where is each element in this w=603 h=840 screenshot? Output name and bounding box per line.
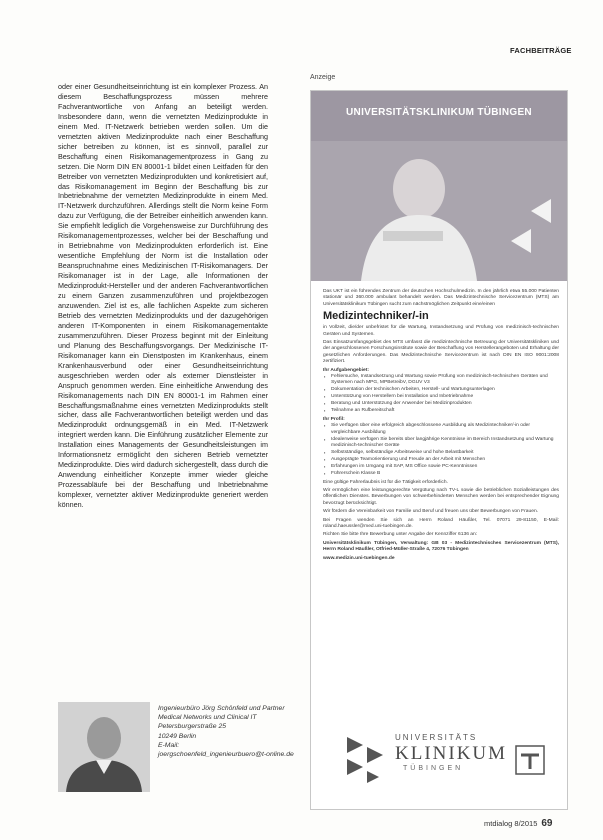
ad-profile-item: ▪ Sie verfügen über eine erfolgreich abgeschlossene Ausbildung als Medizintechniker/-in oder vergleichbare Ausbildung bbox=[331, 423, 559, 436]
ad-tasks-heading: Ihr Aufgabengebiet: bbox=[323, 367, 370, 373]
uk-logo-icon bbox=[343, 733, 387, 783]
ad-banner bbox=[311, 91, 567, 281]
ad-profile-item: ▪ Ausgeprägte Teamorientierung und Freude an der Arbeit mit Menschen bbox=[331, 457, 559, 463]
ad-tasks-list bbox=[323, 374, 559, 415]
ad-profile-heading: Ihr Profil: bbox=[323, 416, 345, 422]
ad-address: Universitätsklinikum Tübingen, Verwaltung: GB 03 - Medizintechnisches Servicezentrum (MTS), Herrn Roland Häußler, Otfried-Müller-Straße 4, 72076 Tübingen bbox=[323, 540, 559, 553]
author-info bbox=[158, 704, 294, 759]
ad-paragraph: Eine gültige Fahrerlaubnis ist für die Tätigkeit erforderlich. bbox=[323, 479, 448, 485]
ad-task-item: ▪ Teilnahme an Rufbereitschaft bbox=[331, 408, 559, 414]
ad-profile-item: ▪ Idealerweise verfügen Sie bereits über langjährige Kenntnisse im Bereich Instandsetzung und Wartung medizinisch-technischer Geräte bbox=[331, 437, 559, 450]
ad-label: Anzeige bbox=[310, 74, 336, 81]
ad-website-link[interactable]: www.medizin.uni-tuebingen.de bbox=[323, 555, 395, 561]
page-footer bbox=[484, 818, 553, 829]
article-paragraph: oder einer Gesundheitseinrichtung ist ein komplexer Prozess. An diesem Beschaffungsprozess müssen mehrere Fachverantwortliche von Anfang an beteiligt werden. Insbesondere dann, wenn die vernetzten Medizinprodukte in einem Med. IT-Netzwerk betrieben werden sollen. Um die vernetzten aktiven Medizinprodukte nach einer Beschaffung sicher betreiben zu können, ist es sinnvoll, parallel zur Beschaffung einen Risikomanagementprozess in Gang zu setzen. Die Norm DIN EN 80001-1 bildet einen Leitfaden für den Betreiber von vernetzten Medizinprodukten und konkretisiert auf, das Risikomanagement im Beginn der Beschaffung bis zur Inbetriebnahme der vernetzten Medizinprodukte in einem Med. IT-Netzwerk durchzuführen. Allerdings stellt die Norm keine Form dazu zur Verfügung, die der Betreiber einheitlich anwenden kann. Sie empfiehlt lediglich die Vorgehensweise zur Durchführung des Risikomanagementprozesses, welcher bei der Beschaffung und in Betriebnahme von Medizinprodukten erforderlich ist. Eine wesentliche Empfehlung der Norm ist die Installation oder Beanspruchnahme eines Medizinischen IT-Risikomanagers. Der Risikomanager ist in der Lage, alle Informationen der Medizinprodukt-Hersteller und der anderen Fachverantwortlichen zu einem Ganzen zusammenzuführen und projektbezogen anzuwenden. Ziel ist es, alle fachlichen Aspekte zum sicheren Betrieb des vernetzten Medizinprodukts und der dazugehörigen anderen IT-Komponenten in einem Risikomanagementakte zusammenzuführen. Dieser Prozess beginnt mit der Einleitung und Planung des Beschaffungsvorgangs. Der Medizinische IT-Risikomanager kann ein Dienstposten im Krankenhaus, einem Krankenhausverbund oder einer Gesundheitseinrichtung ausgeschrieben werden oder als externer Dienstleister in Anspruch genommen werden. Eine einheitliche Anwendung des Risikomanagements nach DIN EN 80001-1 im Rahmen einer Beschaffungsmaßnahme eines vernetzten Medizinprodukts stellt sicher, dass alle Fachverantwortlichen beteiligt werden und das Medizinprodukt ordnungsgemäß in ein Med. IT-Netzwerk integriert werden kann. Die Einführung zusätzlicher Elemente zur Installation eines Managements der Gesundheitsleistungen im Informationsnetz ermöglicht den sicheren Betrieb vernetzter Medizinprodukte. Dies wird dadurch sichergestellt, dass durch die Anwendung einheitlicher Konzepte immer wieder gleiche Prozessabläufe bei der Beschaffung und Inbetriebnahme komplexer, vernetzter aktiver Medizinprodukte generiert werden können. bbox=[58, 82, 268, 510]
ad-paragraph: Wir ermöglichen eine leistungsgerechte Vergütung nach TV-L sowie die betrieblichen Sozialleistungen des öffentlichen Dienstes. Bewerbungen von schwerbehinderten Menschen werden bei entsprechender Eignung bevorzugt berücksichtigt. bbox=[323, 487, 559, 506]
page-number: 69 bbox=[541, 818, 553, 829]
ad-banner-title: UNIVERSITÄTSKLINIKUM TÜBINGEN bbox=[346, 107, 532, 118]
ad-subtitle: in Vollzeit, die/der unbefristet für die Wartung, Instandsetzung und Prüfung von medizinisch-technischen Geräten und Systemen. bbox=[323, 325, 559, 337]
author-name: Ingenieurbüro Jörg Schönfeld und Partner bbox=[158, 705, 285, 712]
ad-task-item: ▪ Dokumentation der technischen Arbeiten, Herstell- und Wartungsunterlagen bbox=[331, 387, 559, 393]
ad-contact: Bei Fragen wenden Sie sich an Herrn Roland Häußler, Tel. 07071 29-81150, E-Mail: roland.haeussler@med.uni-tuebingen.de. bbox=[323, 517, 559, 529]
certification-seal-icon bbox=[515, 745, 545, 775]
uk-tuebingen-logo bbox=[343, 731, 543, 791]
logo-line-1: UNIVERSITÄTS bbox=[395, 733, 478, 742]
issue-label: mtdialog 8/2015 bbox=[484, 819, 538, 828]
author-box bbox=[58, 702, 318, 792]
ad-description: Das Einsatzumfangsgebiet des MTS umfasst die medizintechnische Betreuung der Universitätskliniken und der angeschlossenen Forschungsinstitute sowie der Beschaffung von Herstellerangeboten und Erhaltung der gesetzlichen Anforderungen. Das Medizintechnische Servicezentrum ist nach DIN EN ISO 9001:2008 zertifiziert. bbox=[323, 340, 559, 365]
ad-profile-item: ▪ Erfahrungen im Umgang mit SAP, MS Office sowie PC-Kenntnissen bbox=[331, 464, 559, 470]
logo-line-2: KLINIKUM bbox=[395, 743, 508, 764]
ad-apply: Richten Sie bitte Ihre Bewerbung unter Angabe der Kennziffer 6136 an: bbox=[323, 532, 478, 538]
ad-task-item: ▪ Fehlersuche, Instandsetzung und Wartung sowie Prüfung von medizinisch-technischen Geräten und Systemen nach MPG, MPBetreibV, DGUV V3 bbox=[331, 374, 559, 387]
author-email-label: E-Mail: bbox=[158, 741, 180, 749]
ad-position-title: Medizintechniker/-in bbox=[323, 310, 429, 323]
ad-paragraph: Wir fördern die Vereinbarkeit von Familie und Beruf und freuen uns über Bewerbungen von Frauen. bbox=[323, 509, 539, 515]
author-street: Petersburgerstraße 25 bbox=[158, 723, 227, 731]
section-tag: FACHBEITRÄGE bbox=[510, 46, 572, 55]
job-advertisement bbox=[310, 90, 568, 810]
ad-profile-item: ▪ Führerschein Klasse B bbox=[331, 471, 559, 477]
ad-task-item: ▪ Unterstützung von Herstellern bei Installation und Inbetriebnahme bbox=[331, 394, 559, 400]
ad-profile-item: ▪ Selbstständige, selbständige Arbeitsweise und hohe Belastbarkeit bbox=[331, 450, 559, 456]
ad-intro: Das UKT ist ein führendes Zentrum der deutschen Hochschulmedizin. In den jährlich etwa 55.000 Patienten stationär und 360.000 ambulant behandelt werden. Das Medizintechnische Servicezentrum (MTS) am Universitätsklinikum Tübingen sucht zum nächstmöglichen Zeitpunkt eine/einen bbox=[323, 289, 559, 307]
ad-profile-list bbox=[323, 423, 559, 477]
article-column bbox=[58, 82, 268, 510]
ad-body bbox=[323, 289, 559, 562]
author-email: joergschoenfeld_ingenieurbuero@t-online.de bbox=[158, 751, 294, 759]
ad-task-item: ▪ Beratung und Unterstützung der Anwender bei Medizinprodukten bbox=[331, 401, 559, 407]
author-firm: Medical Networks und Clinical IT bbox=[158, 714, 257, 722]
author-photo bbox=[58, 702, 150, 792]
logo-line-3: TÜBINGEN bbox=[403, 765, 464, 772]
author-city: 10249 Berlin bbox=[158, 732, 197, 740]
ad-banner-image bbox=[311, 91, 567, 281]
